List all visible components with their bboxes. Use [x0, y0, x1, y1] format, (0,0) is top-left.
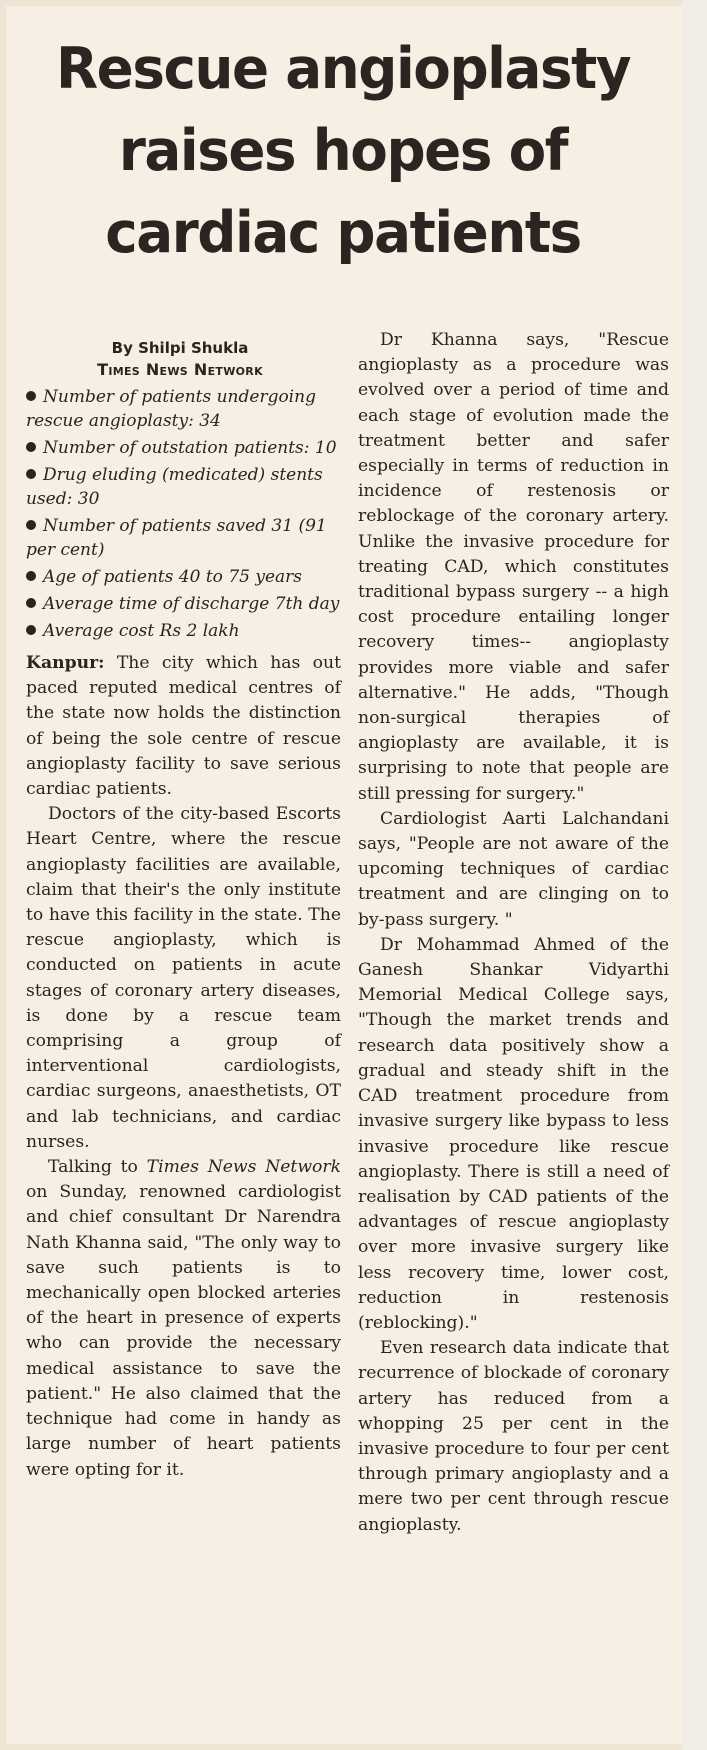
dateline: Kanpur: — [26, 653, 105, 673]
paragraph: Cardiologist Aarti Lalchandani says, "People are not aware of the upcoming techniques of cardiac treatment and are clinging on to by-pass surgery. " — [358, 808, 669, 930]
fact-item: Number of patients saved 31 (91 per cent) — [26, 516, 327, 560]
bullet-icon — [26, 625, 36, 635]
fact-box — [26, 385, 341, 643]
bullet-icon — [26, 598, 36, 608]
fact-item: Average cost Rs 2 lakh — [26, 619, 341, 643]
scan-margin — [682, 0, 707, 1750]
paragraph: Dr Khanna says, "Rescue angioplasty as a procedure was evolved over a period of time and each stage of evolution made the treatment better and safer especially in terms of reduction in incidence of restenosis or reblockage of the coronary artery. Unlike the invasive procedure for treating CAD, which constitutes traditional bypass surgery -- a high cost procedure entailing longer recovery times-- angioplasty provides more viable and safer alternative." He adds, "Though non-surgical therapies of angioplasty are available, it is surprising to note that people are still pressing for surgery." — [358, 330, 669, 804]
bullet-icon — [26, 442, 36, 452]
fact-item: Age of patients 40 to 75 years — [26, 565, 341, 589]
paragraph: Even research data indicate that recurrence of blockade of coronary artery has reduced from a whopping 25 per cent in the invasive procedure to four per cent through primary angioplasty and a mere two per cent through rescue angioplasty. — [358, 1338, 669, 1535]
fact-item: Number of outstation patients: 10 — [26, 436, 341, 460]
fact-item: Average time of discharge 7th day — [26, 592, 341, 616]
fact-item: Number of patients undergoing rescue angioplasty: 34 — [26, 387, 316, 431]
headline: Rescue angioplasty raises hopes of cardiac patients — [55, 36, 631, 266]
paragraph: Dr Mohammad Ahmed of the Ganesh Shankar Vidyarthi Memorial Medical College says, "Though the market trends and research data positively show a gradual and steady shift in the CAD treatment procedure from invasive surgery like bypass to less invasive procedure like rescue angioplasty. There is still a need of realisation by CAD patients of the advantages of rescue angioplasty over more invasive surgery like less recovery time, lower cost, reduction in restenosis (reblocking)." — [358, 934, 669, 1333]
bullet-icon — [26, 469, 36, 479]
paragraph: Doctors of the city-based Escorts Heart Centre, where the rescue angioplasty facilities are available, claim that their's the only institute to have this facility in the state. The rescue angioplasty, which is conducted on patients in acute stages of coronary artery diseases, is done by a rescue team comprising a group of interventional cardiologists, cardiac surgeons, anaesthetists, OT and lab technicians, and cardiac nurses. — [26, 804, 341, 1152]
byline-network: Times News Network — [97, 360, 263, 379]
fact-item: Drug eluding (medicated) stents used: 30 — [26, 465, 323, 509]
right-column — [358, 328, 669, 1538]
left-column — [26, 385, 341, 1483]
bullet-icon — [26, 571, 36, 581]
paragraph-intro: Kanpur: The city which has out paced reputed medical centres of the state now holds the distinction of being the sole centre of rescue angioplasty facility to save serious cardiac patients. — [26, 653, 341, 800]
bullet-icon — [26, 520, 36, 530]
paragraph: Talking to Times News Network on Sunday, renowned cardiologist and chief consultant Dr Narendra Nath Khanna said, "The only way to save such patients is to mechanically open blocked arteries of the heart in presence of experts who can provide the necessary medical assistance to save the patient." He also claimed that the technique had come in handy as large number of heart patients were opting for it. — [26, 1157, 342, 1480]
byline — [30, 337, 330, 381]
bullet-icon — [26, 391, 36, 401]
byline-author: By Shilpi Shukla — [111, 339, 249, 357]
